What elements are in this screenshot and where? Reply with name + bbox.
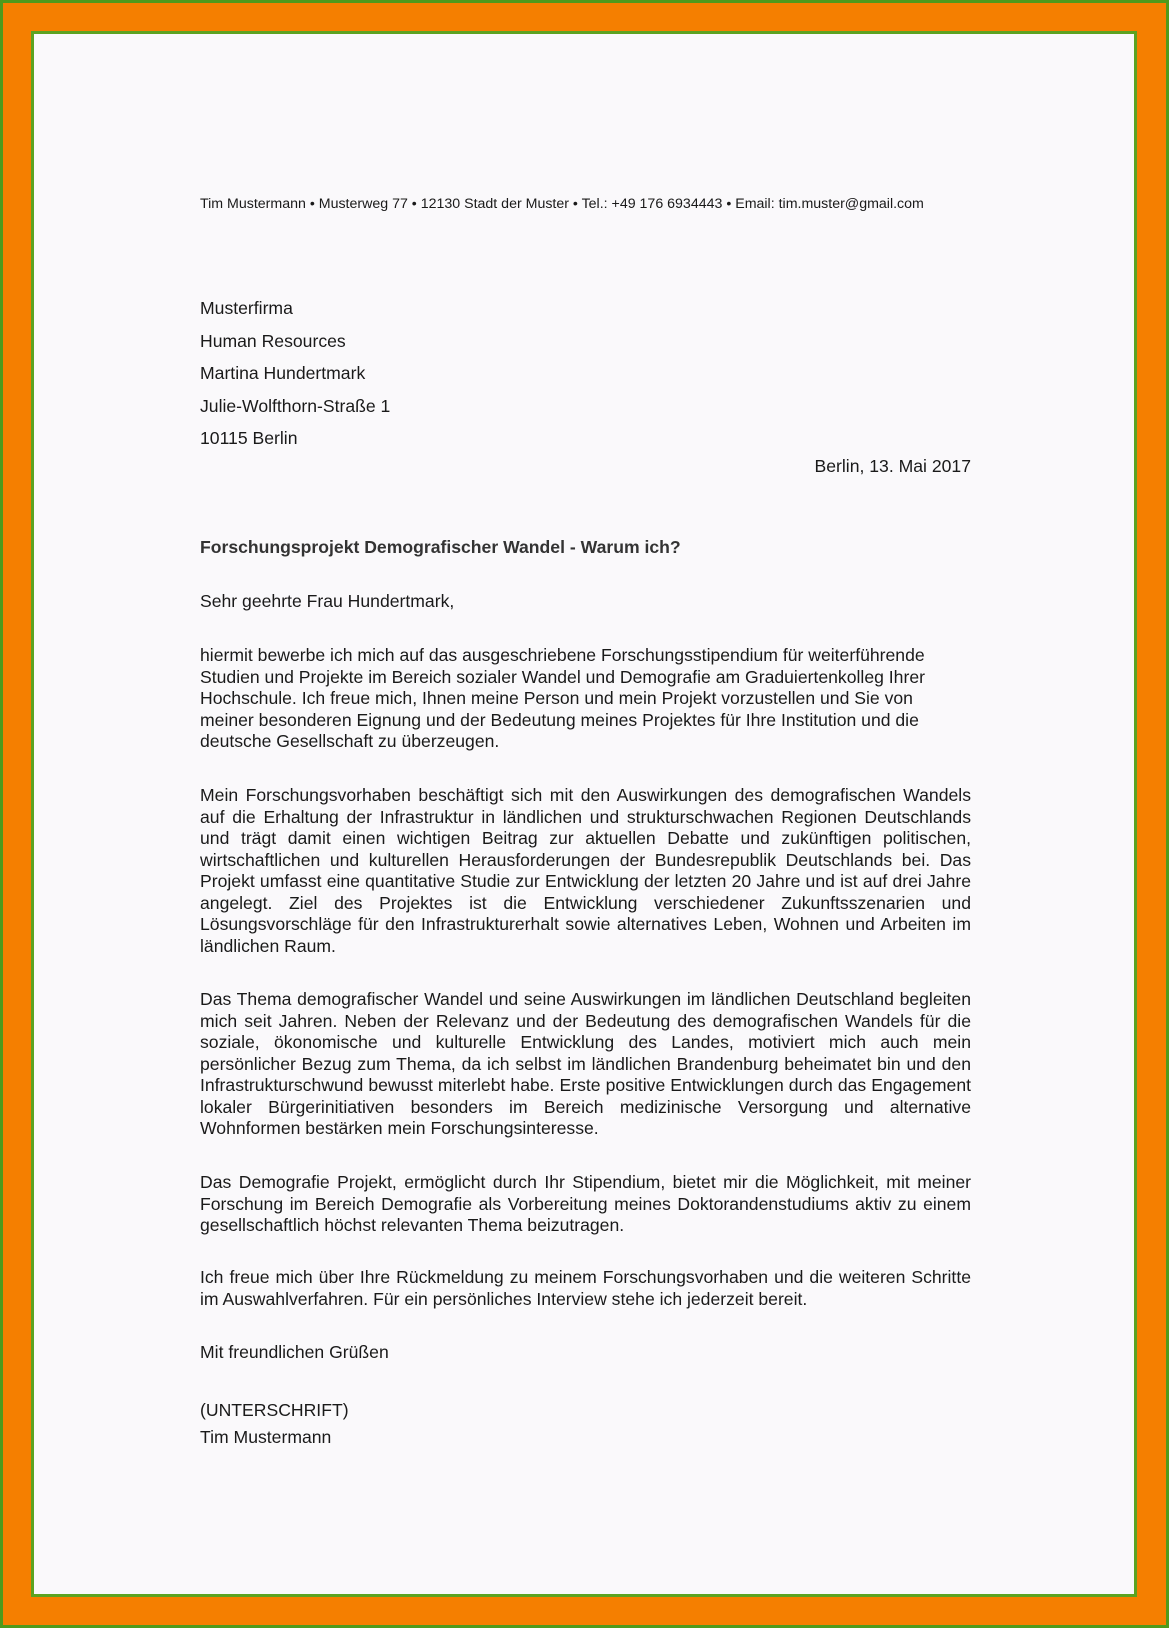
- recipient-person: Martina Hundertmark: [200, 363, 366, 383]
- letter-date: Berlin, 13. Mai 2017: [814, 456, 971, 476]
- recipient-address: [200, 292, 390, 455]
- body-paragraph: Ich freue mich über Ihre Rückmeldung zu meinem Forschungsvorhaben und die weiteren Schritte im Auswahlverfahren. Für ein persönliches Interview stehe ich jederzeit bereit.: [200, 1267, 971, 1309]
- salutation: Sehr geehrte Frau Hundertmark,: [200, 591, 455, 611]
- body-paragraph: hiermit bewerbe ich mich auf das ausgeschriebene Forschungsstipendium für weiterführende Studien und Projekte im Bereich sozialer Wandel und Demografie am Graduiertenkolleg Ihrer Hochschule. Ich freue mich, Ihnen meine Person und mein Projekt vorzustellen und Sie von meiner besonderen Eignung und der Bedeutung meines Projektes für Ihre Institution und die deutsche Gesellschaft zu überzeugen.: [200, 645, 925, 751]
- body-paragraph: Das Demografie Projekt, ermöglicht durch Ihr Stipendium, bietet mir die Möglichkeit, mit meiner Forschung im Bereich Demografie als Vorbereitung meines Doktorandenstudiums aktiv zu einem gesellschaftlich höchst relevanten Thema beizutragen.: [200, 1172, 971, 1235]
- signature-name: Tim Mustermann: [200, 1427, 332, 1447]
- recipient-department: Human Resources: [200, 330, 346, 351]
- recipient-city: 10115 Berlin: [200, 428, 298, 448]
- signature-block: [200, 1397, 349, 1451]
- body-paragraph: Mein Forschungsvorhaben beschäftigt sich mit den Auswirkungen des demografischen Wandels auf die Erhaltung der Infrastruktur in ländlichen und strukturschwachen Regionen Deutschlands und trägt damit einen wichtigen Beitrag zur aktuellen Debatte und zukünftigen politischen, wirtschaftlichen und kulturellen Herausforderungen der Bundesrepublik Deutschlands bei. Das Projekt umfasst eine quantitative Studie zur Entwicklung der letzten 20 Jahre und ist auf drei Jahre angelegt. Ziel des Projektes ist die Entwicklung verschiedener Zukunftsszenarien und Lösungsvorschläge für den Infrastrukturerhalt sowie alternatives Leben, Wohnen und Arbeiten im ländlichen Raum.: [200, 785, 971, 956]
- recipient-street: Julie-Wolfthorn-Straße 1: [200, 395, 391, 416]
- letter-subject: Forschungsprojekt Demografischer Wandel - Warum ich?: [200, 537, 681, 557]
- body-paragraph: Das Thema demografischer Wandel und seine Auswirkungen im ländlichen Deutschland begleiten mich seit Jahren. Neben der Relevanz und der Bedeutung des demografischen Wandels für die soziale, ökonomische und kulturelle Entwicklung des Landes, motiviert mich auch mein persönlicher Bezug zum Thema, da ich selbst im ländlichen Brandenburg beheimatet bin und den Infrastrukturschwund bewusst miterlebt habe. Erste positive Entwicklungen durch das Engagement lokaler Bürgerinitiativen besonders im Bereich medizinische Versorgung und alternative Wohnformen bestärken mein Forschungsinteresse.: [200, 989, 971, 1138]
- signature-placeholder: (UNTERSCHRIFT): [200, 1400, 349, 1420]
- recipient-company: Musterfirma: [200, 298, 293, 318]
- closing: Mit freundlichen Grüßen: [200, 1342, 389, 1362]
- sender-line: Tim Mustermann • Musterweg 77 • 12130 Stadt der Muster • Tel.: +49 176 6934443 • Email: tim.muster@gmail.com: [200, 196, 924, 212]
